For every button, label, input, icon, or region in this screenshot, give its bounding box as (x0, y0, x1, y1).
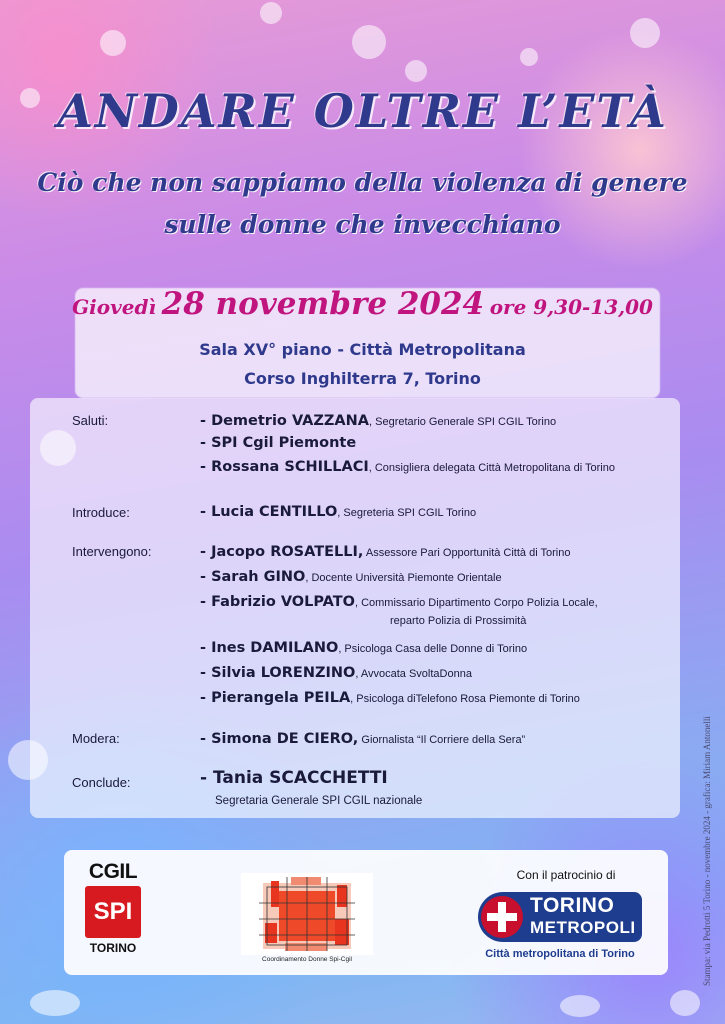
spi-logo-text: SPI (93, 898, 133, 925)
speaker-role: , Psicologa diTelefono Rosa Piemonte di Torino (350, 693, 580, 705)
speaker-name: - Silvia LORENZINO (200, 665, 356, 681)
speaker-name: - Simona DE CIERO, (200, 731, 359, 747)
modera-label: Modera: (72, 731, 120, 746)
coordinamento-donne-logo (241, 873, 373, 967)
speaker-entry (200, 591, 598, 610)
speaker-role: Segretaria Generale SPI CGIL nazionale (215, 795, 423, 807)
speaker-name: - Sarah GINO (200, 569, 306, 585)
poster-subtitle-line1: Ciò che non sappiamo della violenza di genere (37, 168, 688, 197)
speaker-role: , Avvocata SvoltaDonna (355, 668, 472, 680)
cgil-spi-logo (82, 860, 144, 955)
speaker-role: , Segreteria SPI CGIL Torino (337, 507, 477, 519)
speaker-name: - Demetrio VAZZANA (200, 413, 370, 429)
conclude-label: Conclude: (72, 775, 131, 790)
spi-red-box (85, 886, 141, 938)
torino-metropoli-line1: TORINO (530, 894, 615, 917)
bokeh-light (30, 990, 80, 1016)
citta-metropolitana-caption: Città metropolitana di Torino (485, 948, 635, 960)
patrocinio-label: Con il patrocinio di (516, 868, 616, 882)
torino-metropoli-line2: METROPOLI (530, 918, 636, 937)
speaker-role-continued: reparto Polizia di Prossimità (390, 615, 527, 627)
poster-subtitle-line2: sulle donne che invecchiano (164, 210, 561, 239)
event-date: 28 novembre 2024 (161, 286, 485, 322)
event-venue: Sala XV° piano - Città Metropolitana (199, 340, 526, 359)
speaker-role: , Segretario Generale SPI CGIL Torino (369, 416, 557, 428)
speaker-name: - Tania SCACCHETTI (200, 768, 388, 788)
bokeh-light (670, 990, 700, 1016)
speaker-entry (200, 687, 580, 706)
red-cross-shield-icon (481, 896, 523, 938)
event-datetime (0, 286, 725, 322)
cgil-logo-text: CGIL (88, 860, 138, 883)
poster-title: ANDARE OLTRE L’ETÀ (57, 84, 668, 138)
torino-logo-text: TORINO (89, 941, 137, 955)
speaker-entry (200, 432, 356, 451)
coordinamento-caption: Coordinamento Donne Spi-Cgil (262, 956, 352, 963)
speaker-role: , Psicologa Casa delle Donne di Torino (338, 643, 528, 655)
speaker-entry (200, 456, 615, 475)
speaker-entry (200, 566, 502, 585)
saluti-label: Saluti: (72, 413, 109, 428)
coordinamento-mosaic-icon (241, 873, 373, 955)
speaker-entry (200, 541, 570, 560)
event-time: ore 9,30-13,00 (489, 295, 653, 319)
speaker-name: - Ines DAMILANO (200, 640, 339, 656)
intervengono-label: Intervengono: (72, 544, 152, 559)
speaker-name: - Fabrizio VOLPATO (200, 594, 355, 610)
bokeh-light (630, 18, 660, 48)
print-credit: Stampa: via Pedrotti 5 Torino - novembre 2024 - grafica: Miriam Antonelli (702, 716, 712, 986)
speaker-entry (200, 501, 476, 520)
speaker-name: - SPI Cgil Piemonte (200, 435, 357, 451)
introduce-label: Introduce: (72, 505, 130, 520)
bokeh-light (520, 48, 538, 66)
speaker-entry (200, 728, 525, 747)
speaker-entry (200, 662, 472, 681)
event-day: Giovedì (72, 295, 157, 319)
speaker-entry (200, 410, 556, 429)
event-address: Corso Inghilterra 7, Torino (244, 369, 481, 388)
speaker-name: - Rossana SCHILLACI (200, 459, 369, 475)
speaker-role: Assessore Pari Opportunità Città di Torino (363, 547, 571, 559)
bokeh-light (100, 30, 126, 56)
speaker-role: , Docente Università Piemonte Orientale (305, 572, 502, 584)
speaker-name: - Pierangela PEILA (200, 690, 351, 706)
speaker-name: - Lucia CENTILLO (200, 504, 338, 520)
bokeh-light (352, 25, 386, 59)
bokeh-light (405, 60, 427, 82)
speaker-entry (200, 768, 388, 788)
speaker-role: Giornalista “Il Corriere della Sera” (358, 734, 526, 746)
speaker-name: - Jacopo ROSATELLI, (200, 544, 364, 560)
torino-metropoli-logo (478, 892, 642, 942)
speaker-entry (200, 637, 527, 656)
bokeh-light (560, 995, 600, 1017)
speaker-role: , Commissario Dipartimento Corpo Polizia Locale, (354, 597, 598, 609)
speaker-role: , Consigliera delegata Città Metropolitana di Torino (368, 462, 615, 474)
bokeh-light (260, 2, 282, 24)
